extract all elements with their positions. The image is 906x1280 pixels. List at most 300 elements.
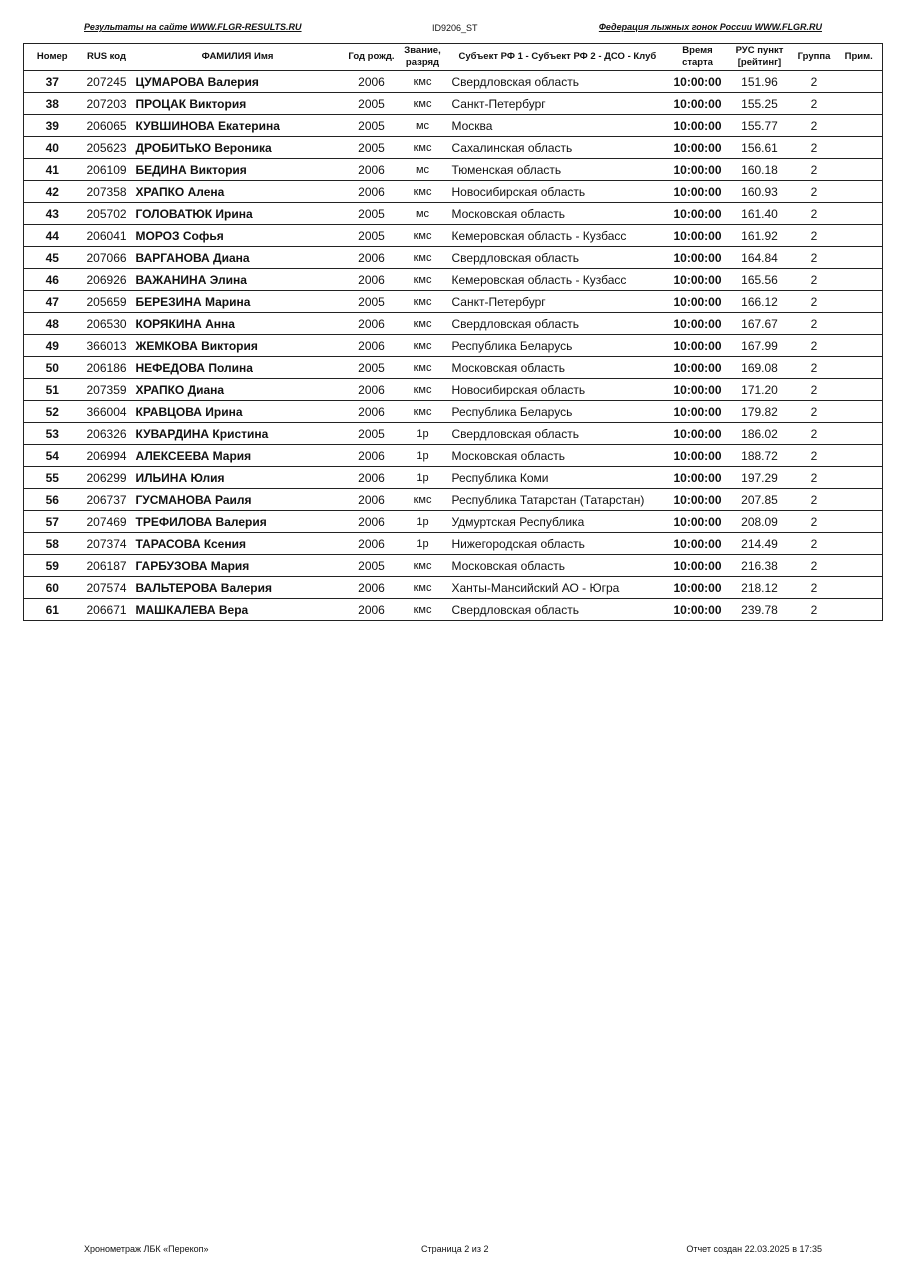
cell-region: Санкт-Петербург [445, 291, 669, 313]
cell-number: 46 [24, 269, 81, 291]
cell-number: 37 [24, 71, 81, 93]
cell-rank: кмс [401, 401, 445, 423]
cell-note [836, 203, 883, 225]
cell-rus-code: 206671 [81, 599, 133, 621]
cell-start-time: 10:00:00 [669, 313, 727, 335]
cell-name: ВАРГАНОВА Диана [133, 247, 343, 269]
cell-name: ХРАПКО Диана [133, 379, 343, 401]
col-group-header: Группа [793, 44, 836, 71]
cell-rank: кмс [401, 247, 445, 269]
cell-note [836, 269, 883, 291]
table-row [24, 445, 883, 467]
cell-group: 2 [793, 577, 836, 599]
table-row [24, 467, 883, 489]
cell-note [836, 423, 883, 445]
cell-group: 2 [793, 533, 836, 555]
cell-number: 52 [24, 401, 81, 423]
cell-note [836, 313, 883, 335]
cell-region: Республика Беларусь [445, 335, 669, 357]
cell-rus-code: 206926 [81, 269, 133, 291]
cell-number: 60 [24, 577, 81, 599]
table-row [24, 269, 883, 291]
cell-birth-year: 2005 [343, 291, 401, 313]
cell-note [836, 599, 883, 621]
cell-points: 167.67 [727, 313, 793, 335]
cell-start-time: 10:00:00 [669, 467, 727, 489]
cell-rus-code: 206737 [81, 489, 133, 511]
cell-number: 53 [24, 423, 81, 445]
cell-start-time: 10:00:00 [669, 203, 727, 225]
cell-name: БЕРЕЗИНА Марина [133, 291, 343, 313]
cell-rank: 1р [401, 445, 445, 467]
cell-points: 166.12 [727, 291, 793, 313]
cell-number: 56 [24, 489, 81, 511]
cell-region: Свердловская область [445, 423, 669, 445]
cell-region: Сахалинская область [445, 137, 669, 159]
cell-rank: кмс [401, 599, 445, 621]
cell-note [836, 467, 883, 489]
cell-start-time: 10:00:00 [669, 489, 727, 511]
cell-name: МАШКАЛЕВА Вера [133, 599, 343, 621]
cell-name: КОРЯКИНА Анна [133, 313, 343, 335]
table-row [24, 511, 883, 533]
cell-group: 2 [793, 225, 836, 247]
cell-name: ИЛЬИНА Юлия [133, 467, 343, 489]
table-row [24, 291, 883, 313]
cell-start-time: 10:00:00 [669, 401, 727, 423]
cell-name: ТАРАСОВА Ксения [133, 533, 343, 555]
cell-birth-year: 2006 [343, 445, 401, 467]
cell-rus-code: 205659 [81, 291, 133, 313]
col-time-header-line1: Время [682, 45, 713, 56]
cell-points: 239.78 [727, 599, 793, 621]
cell-points: 160.93 [727, 181, 793, 203]
cell-region: Ханты-Мансийский АО - Югра [445, 577, 669, 599]
cell-number: 49 [24, 335, 81, 357]
cell-rus-code: 206187 [81, 555, 133, 577]
cell-birth-year: 2006 [343, 181, 401, 203]
cell-name: КУВШИНОВА Екатерина [133, 115, 343, 137]
cell-rus-code: 206109 [81, 159, 133, 181]
cell-group: 2 [793, 467, 836, 489]
start-list-table [23, 43, 883, 621]
col-birth-year-header: Год рожд. [343, 44, 401, 71]
cell-name: ГАРБУЗОВА Мария [133, 555, 343, 577]
cell-group: 2 [793, 423, 836, 445]
results-site-link[interactable]: Результаты на сайте WWW.FLGR-RESULTS.RU [84, 22, 302, 32]
cell-rank: кмс [401, 137, 445, 159]
cell-points: 167.99 [727, 335, 793, 357]
cell-region: Московская область [445, 203, 669, 225]
cell-rank: кмс [401, 335, 445, 357]
cell-start-time: 10:00:00 [669, 137, 727, 159]
col-region-header: Субъект РФ 1 - Субъект РФ 2 - ДСО - Клуб [445, 44, 669, 71]
table-row [24, 181, 883, 203]
table-row [24, 225, 883, 247]
cell-rus-code: 207203 [81, 93, 133, 115]
cell-birth-year: 2006 [343, 269, 401, 291]
table-row [24, 379, 883, 401]
cell-rank: мс [401, 203, 445, 225]
cell-rank: кмс [401, 269, 445, 291]
cell-birth-year: 2006 [343, 577, 401, 599]
cell-birth-year: 2006 [343, 489, 401, 511]
cell-points: 179.82 [727, 401, 793, 423]
cell-rank: кмс [401, 291, 445, 313]
cell-points: 164.84 [727, 247, 793, 269]
cell-number: 42 [24, 181, 81, 203]
cell-note [836, 445, 883, 467]
cell-number: 39 [24, 115, 81, 137]
cell-group: 2 [793, 489, 836, 511]
cell-points: 156.61 [727, 137, 793, 159]
cell-group: 2 [793, 379, 836, 401]
cell-group: 2 [793, 291, 836, 313]
cell-rus-code: 366004 [81, 401, 133, 423]
cell-rus-code: 366013 [81, 335, 133, 357]
cell-birth-year: 2005 [343, 137, 401, 159]
cell-rus-code: 207066 [81, 247, 133, 269]
cell-number: 41 [24, 159, 81, 181]
table-body [24, 71, 883, 621]
cell-birth-year: 2005 [343, 115, 401, 137]
cell-note [836, 335, 883, 357]
cell-number: 61 [24, 599, 81, 621]
cell-rus-code: 206186 [81, 357, 133, 379]
cell-birth-year: 2006 [343, 313, 401, 335]
cell-note [836, 511, 883, 533]
cell-name: ДРОБИТЬКО Вероника [133, 137, 343, 159]
cell-rank: кмс [401, 357, 445, 379]
cell-start-time: 10:00:00 [669, 555, 727, 577]
cell-points: 155.77 [727, 115, 793, 137]
cell-number: 40 [24, 137, 81, 159]
cell-region: Свердловская область [445, 247, 669, 269]
cell-birth-year: 2006 [343, 159, 401, 181]
cell-points: 161.92 [727, 225, 793, 247]
table-row [24, 335, 883, 357]
cell-birth-year: 2005 [343, 357, 401, 379]
table-row [24, 599, 883, 621]
table-row [24, 71, 883, 93]
cell-group: 2 [793, 137, 836, 159]
cell-rus-code: 205623 [81, 137, 133, 159]
cell-rank: кмс [401, 313, 445, 335]
cell-start-time: 10:00:00 [669, 357, 727, 379]
cell-group: 2 [793, 555, 836, 577]
report-created: Отчет создан 22.03.2025 в 17:35 [686, 1244, 822, 1254]
cell-points: 207.85 [727, 489, 793, 511]
cell-note [836, 577, 883, 599]
cell-name: ГУСМАНОВА Раиля [133, 489, 343, 511]
cell-rus-code: 207574 [81, 577, 133, 599]
cell-points: 161.40 [727, 203, 793, 225]
cell-number: 47 [24, 291, 81, 313]
col-points-header [727, 44, 793, 71]
cell-group: 2 [793, 181, 836, 203]
cell-region: Московская область [445, 445, 669, 467]
table-row [24, 489, 883, 511]
cell-rank: мс [401, 115, 445, 137]
cell-rank: кмс [401, 577, 445, 599]
cell-number: 54 [24, 445, 81, 467]
table-row [24, 357, 883, 379]
cell-region: Свердловская область [445, 71, 669, 93]
cell-start-time: 10:00:00 [669, 445, 727, 467]
cell-name: КРАВЦОВА Ирина [133, 401, 343, 423]
cell-start-time: 10:00:00 [669, 115, 727, 137]
cell-start-time: 10:00:00 [669, 269, 727, 291]
cell-group: 2 [793, 511, 836, 533]
cell-rus-code: 206994 [81, 445, 133, 467]
cell-points: 155.25 [727, 93, 793, 115]
cell-name: КУВАРДИНА Кристина [133, 423, 343, 445]
cell-start-time: 10:00:00 [669, 225, 727, 247]
cell-note [836, 71, 883, 93]
cell-name: АЛЕКСЕЕВА Мария [133, 445, 343, 467]
cell-rank: кмс [401, 379, 445, 401]
cell-start-time: 10:00:00 [669, 511, 727, 533]
cell-points: 208.09 [727, 511, 793, 533]
cell-start-time: 10:00:00 [669, 335, 727, 357]
cell-number: 44 [24, 225, 81, 247]
cell-rank: кмс [401, 225, 445, 247]
cell-rus-code: 205702 [81, 203, 133, 225]
cell-group: 2 [793, 599, 836, 621]
cell-region: Новосибирская область [445, 181, 669, 203]
timing-credit: Хронометраж ЛБК «Перекоп» [84, 1244, 209, 1254]
cell-points: 197.29 [727, 467, 793, 489]
cell-birth-year: 2006 [343, 335, 401, 357]
cell-group: 2 [793, 93, 836, 115]
cell-rus-code: 206041 [81, 225, 133, 247]
cell-name: ЦУМАРОВА Валерия [133, 71, 343, 93]
cell-number: 45 [24, 247, 81, 269]
cell-birth-year: 2006 [343, 467, 401, 489]
cell-region: Свердловская область [445, 313, 669, 335]
cell-birth-year: 2006 [343, 599, 401, 621]
race-id: ID9206_ST [432, 23, 478, 33]
cell-rank: кмс [401, 181, 445, 203]
cell-birth-year: 2006 [343, 533, 401, 555]
cell-rank: кмс [401, 555, 445, 577]
cell-group: 2 [793, 269, 836, 291]
cell-number: 55 [24, 467, 81, 489]
cell-number: 57 [24, 511, 81, 533]
cell-birth-year: 2006 [343, 401, 401, 423]
cell-rus-code: 206326 [81, 423, 133, 445]
cell-note [836, 379, 883, 401]
cell-points: 160.18 [727, 159, 793, 181]
cell-rus-code: 206299 [81, 467, 133, 489]
col-rank-header [401, 44, 445, 71]
cell-note [836, 555, 883, 577]
cell-group: 2 [793, 357, 836, 379]
table-row [24, 115, 883, 137]
cell-birth-year: 2006 [343, 511, 401, 533]
cell-name: ТРЕФИЛОВА Валерия [133, 511, 343, 533]
cell-name: ГОЛОВАТЮК Ирина [133, 203, 343, 225]
table-row [24, 247, 883, 269]
col-rank-header-line1: Звание, [404, 45, 441, 56]
col-points-header-line2: [рейтинг] [737, 57, 782, 68]
cell-rus-code: 207245 [81, 71, 133, 93]
cell-note [836, 159, 883, 181]
cell-group: 2 [793, 159, 836, 181]
cell-note [836, 291, 883, 313]
table-row [24, 159, 883, 181]
cell-points: 165.56 [727, 269, 793, 291]
cell-rank: кмс [401, 71, 445, 93]
cell-rank: 1р [401, 423, 445, 445]
cell-start-time: 10:00:00 [669, 577, 727, 599]
cell-start-time: 10:00:00 [669, 599, 727, 621]
cell-region: Удмуртская Республика [445, 511, 669, 533]
cell-birth-year: 2005 [343, 423, 401, 445]
cell-name: ВАЛЬТЕРОВА Валерия [133, 577, 343, 599]
col-note-header: Прим. [836, 44, 883, 71]
cell-region: Москва [445, 115, 669, 137]
cell-group: 2 [793, 401, 836, 423]
col-name-header: ФАМИЛИЯ Имя [133, 44, 343, 71]
table-row [24, 93, 883, 115]
cell-region: Кемеровская область - Кузбасс [445, 269, 669, 291]
cell-note [836, 225, 883, 247]
cell-rus-code: 206065 [81, 115, 133, 137]
cell-start-time: 10:00:00 [669, 533, 727, 555]
cell-group: 2 [793, 247, 836, 269]
cell-name: НЕФЕДОВА Полина [133, 357, 343, 379]
table-row [24, 203, 883, 225]
cell-number: 59 [24, 555, 81, 577]
table-row [24, 137, 883, 159]
cell-note [836, 93, 883, 115]
cell-points: 186.02 [727, 423, 793, 445]
col-points-header-line1: РУС пункт [735, 45, 784, 56]
cell-start-time: 10:00:00 [669, 379, 727, 401]
cell-rus-code: 207358 [81, 181, 133, 203]
cell-name: ПРОЦАК Виктория [133, 93, 343, 115]
cell-note [836, 247, 883, 269]
cell-rus-code: 207374 [81, 533, 133, 555]
table-row [24, 401, 883, 423]
cell-region: Санкт-Петербург [445, 93, 669, 115]
cell-rus-code: 206530 [81, 313, 133, 335]
page-number: Страница 2 из 2 [421, 1244, 489, 1254]
cell-points: 169.08 [727, 357, 793, 379]
cell-number: 43 [24, 203, 81, 225]
cell-number: 48 [24, 313, 81, 335]
cell-region: Свердловская область [445, 599, 669, 621]
col-rus-code-header: RUS код [81, 44, 133, 71]
cell-group: 2 [793, 71, 836, 93]
cell-note [836, 115, 883, 137]
cell-start-time: 10:00:00 [669, 423, 727, 445]
cell-name: ХРАПКО Алена [133, 181, 343, 203]
table-row [24, 533, 883, 555]
cell-points: 218.12 [727, 577, 793, 599]
cell-group: 2 [793, 335, 836, 357]
cell-points: 214.49 [727, 533, 793, 555]
cell-number: 50 [24, 357, 81, 379]
cell-region: Тюменская область [445, 159, 669, 181]
cell-rank: 1р [401, 511, 445, 533]
cell-name: ВАЖАНИНА Элина [133, 269, 343, 291]
cell-note [836, 357, 883, 379]
cell-note [836, 137, 883, 159]
col-number-header: Номер [24, 44, 81, 71]
cell-number: 38 [24, 93, 81, 115]
table-row [24, 423, 883, 445]
cell-birth-year: 2006 [343, 71, 401, 93]
cell-start-time: 10:00:00 [669, 93, 727, 115]
cell-name: МОРОЗ Софья [133, 225, 343, 247]
cell-points: 151.96 [727, 71, 793, 93]
col-rank-header-line2: разряд [405, 57, 440, 68]
cell-note [836, 489, 883, 511]
cell-group: 2 [793, 115, 836, 137]
cell-start-time: 10:00:00 [669, 181, 727, 203]
cell-points: 188.72 [727, 445, 793, 467]
page-header [0, 22, 906, 38]
cell-region: Московская область [445, 555, 669, 577]
federation-link[interactable]: Федерация лыжных гонок России WWW.FLGR.RU [598, 22, 822, 32]
cell-points: 216.38 [727, 555, 793, 577]
cell-birth-year: 2005 [343, 225, 401, 247]
cell-start-time: 10:00:00 [669, 71, 727, 93]
cell-region: Московская область [445, 357, 669, 379]
cell-start-time: 10:00:00 [669, 291, 727, 313]
cell-region: Республика Коми [445, 467, 669, 489]
col-time-header [669, 44, 727, 71]
cell-region: Республика Беларусь [445, 401, 669, 423]
cell-region: Нижегородская область [445, 533, 669, 555]
cell-birth-year: 2005 [343, 93, 401, 115]
cell-name: ЖЕМКОВА Виктория [133, 335, 343, 357]
cell-rus-code: 207359 [81, 379, 133, 401]
cell-group: 2 [793, 203, 836, 225]
cell-note [836, 533, 883, 555]
cell-rank: кмс [401, 93, 445, 115]
table-row [24, 577, 883, 599]
cell-number: 51 [24, 379, 81, 401]
table-row [24, 555, 883, 577]
cell-region: Республика Татарстан (Татарстан) [445, 489, 669, 511]
cell-birth-year: 2005 [343, 203, 401, 225]
table-header [24, 44, 883, 71]
cell-start-time: 10:00:00 [669, 159, 727, 181]
cell-region: Новосибирская область [445, 379, 669, 401]
cell-group: 2 [793, 445, 836, 467]
cell-rank: кмс [401, 489, 445, 511]
cell-rank: 1р [401, 533, 445, 555]
col-time-header-line2: старта [682, 57, 713, 68]
cell-points: 171.20 [727, 379, 793, 401]
cell-note [836, 401, 883, 423]
cell-region: Кемеровская область - Кузбасс [445, 225, 669, 247]
cell-group: 2 [793, 313, 836, 335]
cell-rus-code: 207469 [81, 511, 133, 533]
header-row [24, 44, 883, 71]
cell-rank: 1р [401, 467, 445, 489]
table-row [24, 313, 883, 335]
cell-note [836, 181, 883, 203]
cell-rank: мс [401, 159, 445, 181]
cell-name: БЕДИНА Виктория [133, 159, 343, 181]
cell-birth-year: 2006 [343, 247, 401, 269]
cell-start-time: 10:00:00 [669, 247, 727, 269]
cell-birth-year: 2006 [343, 379, 401, 401]
